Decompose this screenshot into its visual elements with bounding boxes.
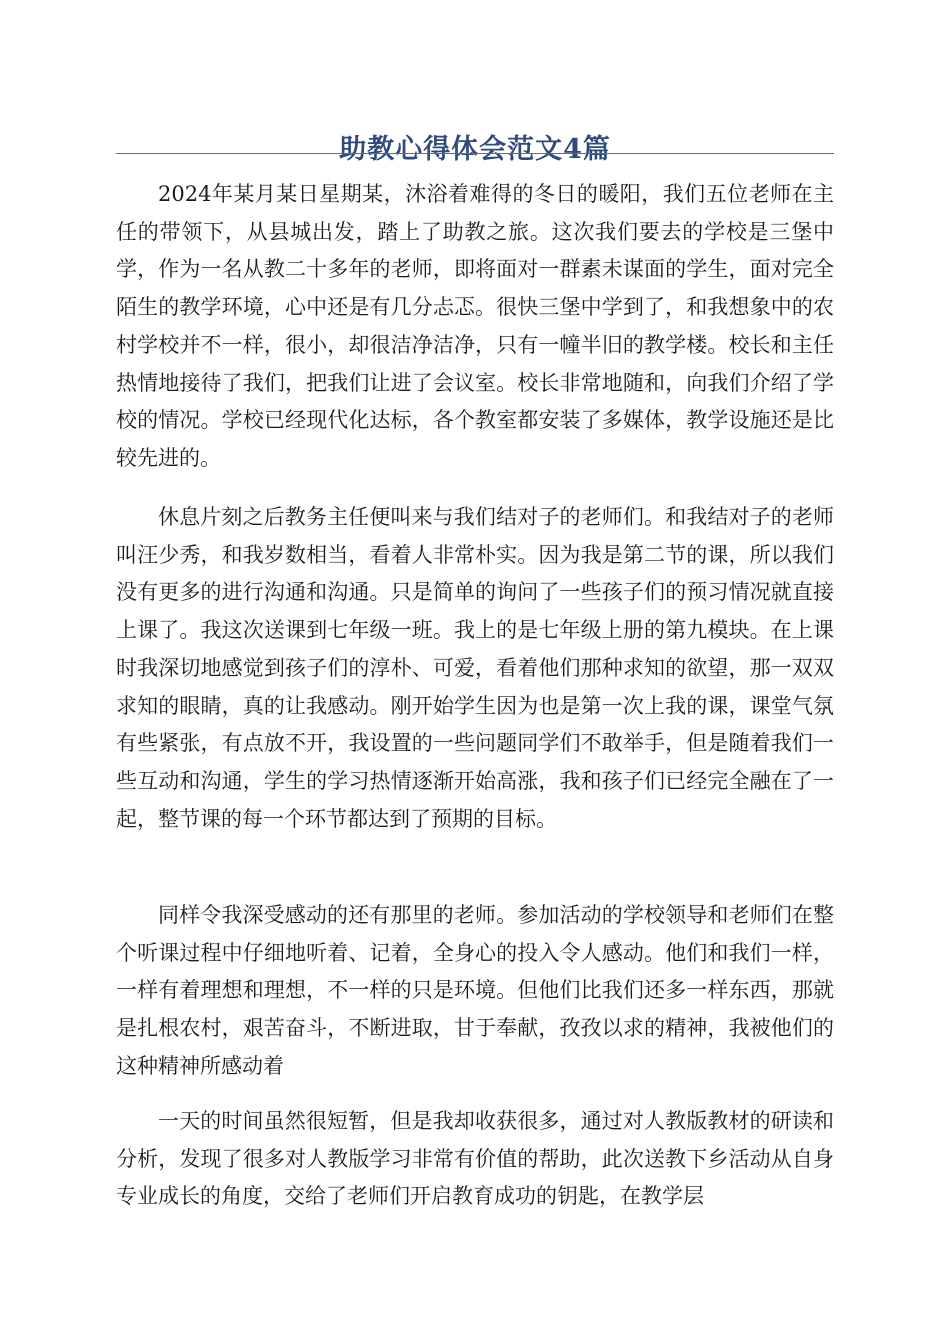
paragraph-3: 同样令我深受感动的还有那里的老师。参加活动的学校领导和老师们在整个听课过程中仔细地听着、记着，全身心的投入令人感动。他们和我们一样，一样有着理想和理想，不一样的只是环境。但他们比我们还多一样东西，那就是扎根农村，艰苦奋斗，不断进取，甘于奉献，孜孜以求的精神，我被他们的这种精神所感动着	[116, 903, 834, 1078]
document-title: 助教心得体会范文4篇	[339, 134, 611, 166]
paragraph-1: 2024年某月某日星期某，沐浴着难得的冬日的暖阳，我们五位老师在主任的带领下，从县城出发，踏上了助教之旅。这次我们要去的学校是三堡中学，作为一名从教二十多年的老师，即将面对一群素未谋面的学生，面对完全陌生的教学环境，心中还是有几分忐忑。很快三堡中学到了，和我想象中的农村学校并不一样，很小，却很洁净洁净，只有一幢半旧的教学楼。校长和主任热情地接待了我们，把我们让进了会议室。校长非常地随和，向我们介绍了学校的情况。学校已经现代化达标，各个教室都安装了多媒体，教学设施还是比较先进的。	[116, 182, 834, 470]
title-underline	[116, 153, 834, 154]
paragraph-2: 休息片刻之后教务主任便叫来与我们结对子的老师们。和我结对子的老师叫汪少秀，和我岁数相当，看着人非常朴实。因为我是第二节的课，所以我们没有更多的进行沟通和沟通。只是简单的询问了一些孩子们的预习情况就直接上课了。我这次送课到七年级一班。我上的是七年级上册的第九模块。在上课时我深切地感觉到孩子们的淳朴、可爱，看着他们那种求知的欲望，那一双双求知的眼睛，真的让我感动。刚开始学生因为也是第一次上我的课，课堂气氛有些紧张，有点放不开，我设置的一些问题同学们不敢举手，但是随着我们一些互动和沟通，学生的学习热情逐渐开始高涨，我和孩子们已经完全融在了一起，整节课的每一个环节都达到了预期的目标。	[116, 505, 834, 831]
paragraph-4: 一天的时间虽然很短暂，但是我却收获很多，通过对人教版教材的研读和分析，发现了很多对人教版学习非常有价值的帮助，此次送教下乡活动从自身专业成长的角度，交给了老师们开启教育成功的钥匙，在教学层	[116, 1109, 834, 1209]
